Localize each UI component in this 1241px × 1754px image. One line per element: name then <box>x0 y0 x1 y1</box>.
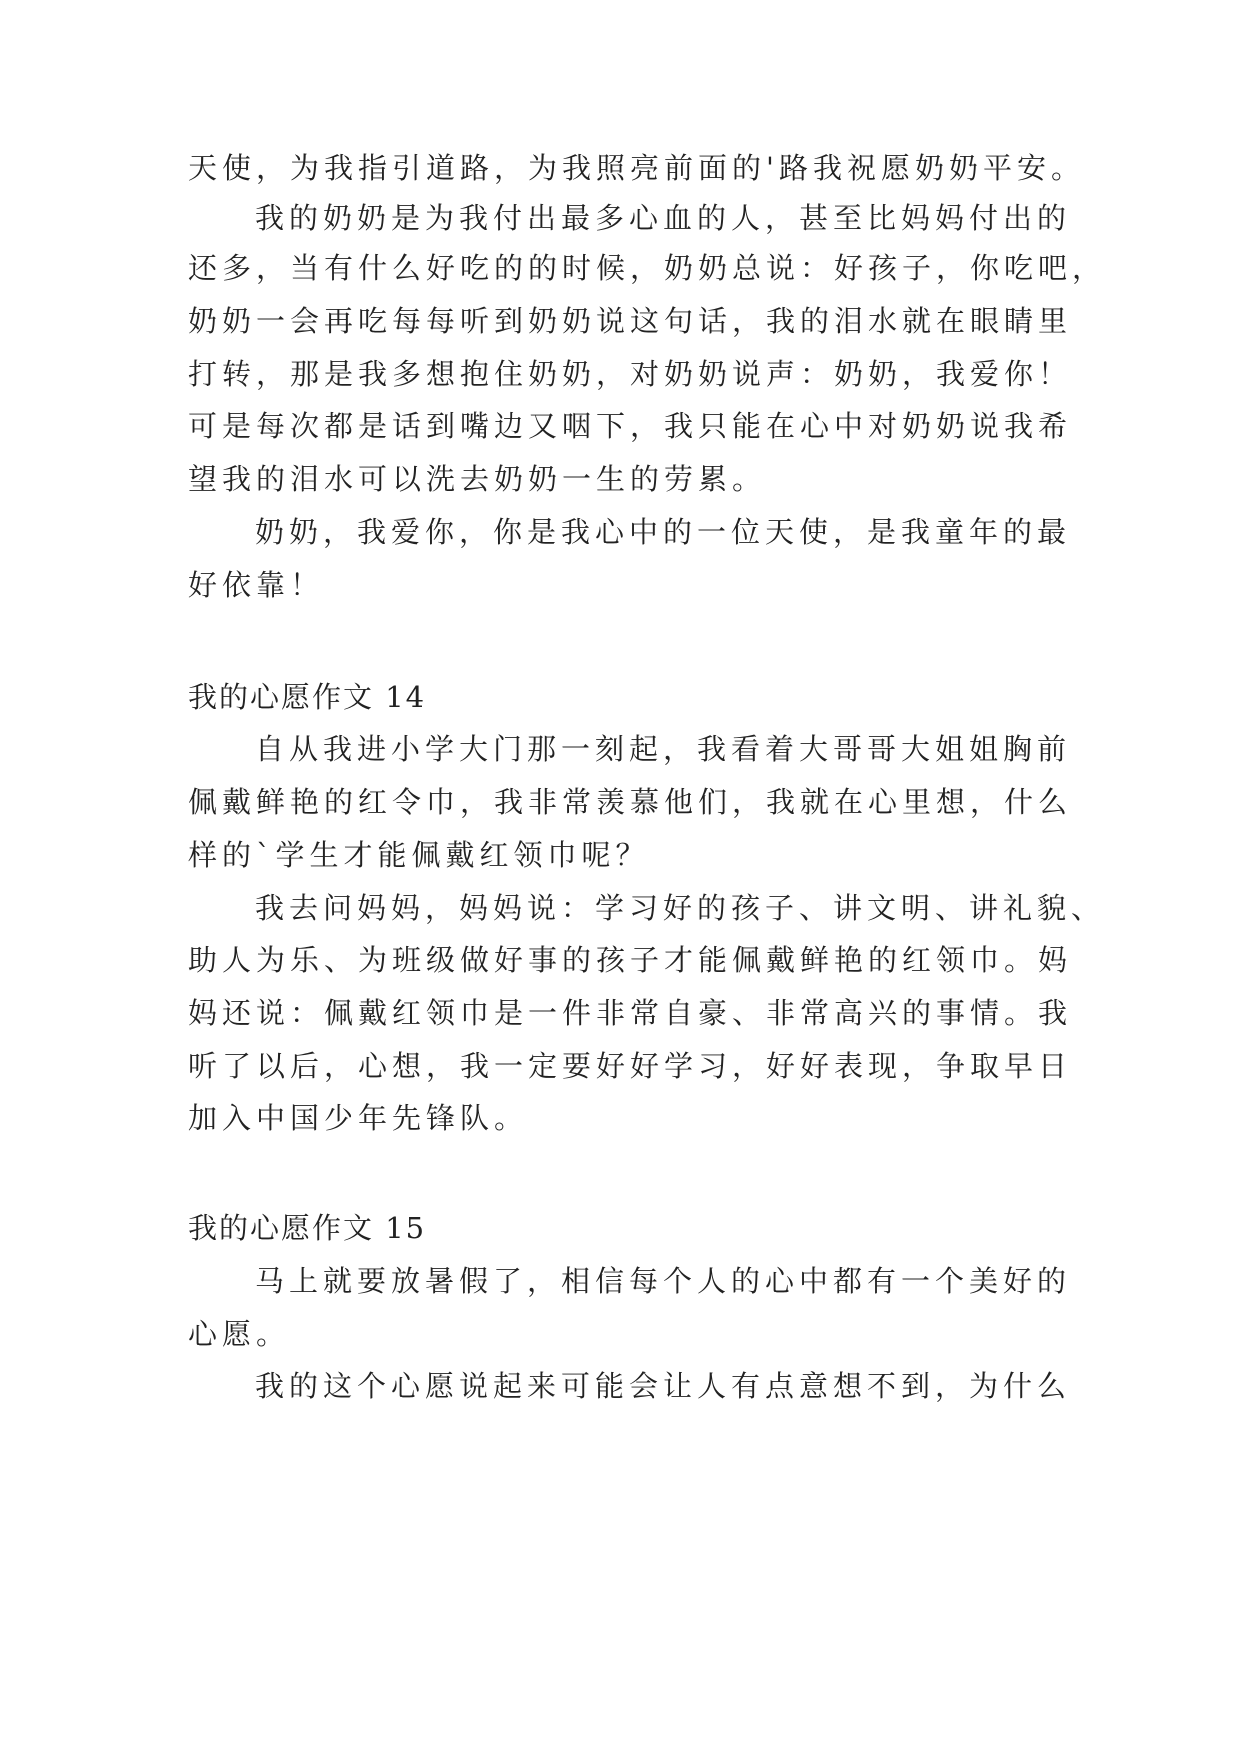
text-line: 妈还说：佩戴红领巾是一件非常自豪、非常高兴的事情。我 <box>188 996 1073 1030</box>
text-line: 可是每次都是话到嘴边又咽下，我只能在心中对奶奶说我希 <box>188 409 1073 443</box>
text-line: 佩戴鲜艳的红令巾，我非常羡慕他们，我就在心里想，什么 <box>188 785 1073 819</box>
text-line: 心愿。 <box>188 1317 291 1351</box>
text-line: 奶奶一会再吃每每听到奶奶说这句话，我的泪水就在眼睛里 <box>188 304 1073 338</box>
text-line: 打转，那是我多想抱住奶奶，对奶奶说声：奶奶，我爱你！ <box>188 357 1073 391</box>
section-heading: 我的心愿作文 15 <box>188 1211 427 1245</box>
paragraph-start: 我的这个心愿说起来可能会让人有点意想不到，为什么 <box>255 1369 1072 1403</box>
text-line: 望我的泪水可以洗去奶奶一生的劳累。 <box>188 462 767 496</box>
text-line: 听了以后，心想，我一定要好好学习，好好表现，争取早日 <box>188 1049 1073 1083</box>
text-line: 样的`学生才能佩戴红领巾呢？ <box>188 838 650 872</box>
text-line: 天使，为我指引道路，为我照亮前面的'路我祝愿奶奶平安。 <box>188 151 1085 185</box>
text-line: 加入中国少年先锋队。 <box>188 1101 529 1135</box>
paragraph-start: 我的奶奶是为我付出最多心血的人，甚至比妈妈付出的 <box>255 201 1072 235</box>
text-line: 助人为乐、为班级做好事的孩子才能佩戴鲜艳的红领巾。妈 <box>188 943 1073 977</box>
text-line: 还多，当有什么好吃的的时候，奶奶总说：好孩子，你吃吧， <box>188 251 1107 285</box>
section-heading: 我的心愿作文 14 <box>188 680 427 714</box>
paragraph-start: 马上就要放暑假了，相信每个人的心中都有一个美好的 <box>255 1264 1072 1298</box>
paragraph-start: 我去问妈妈，妈妈说：学习好的孩子、讲文明、讲礼貌、 <box>255 891 1106 925</box>
paragraph-start: 自从我进小学大门那一刻起，我看着大哥哥大姐姐胸前 <box>255 732 1072 766</box>
paragraph-start: 奶奶，我爱你，你是我心中的一位天使，是我童年的最 <box>255 515 1072 549</box>
text-line: 好依靠！ <box>188 568 325 602</box>
